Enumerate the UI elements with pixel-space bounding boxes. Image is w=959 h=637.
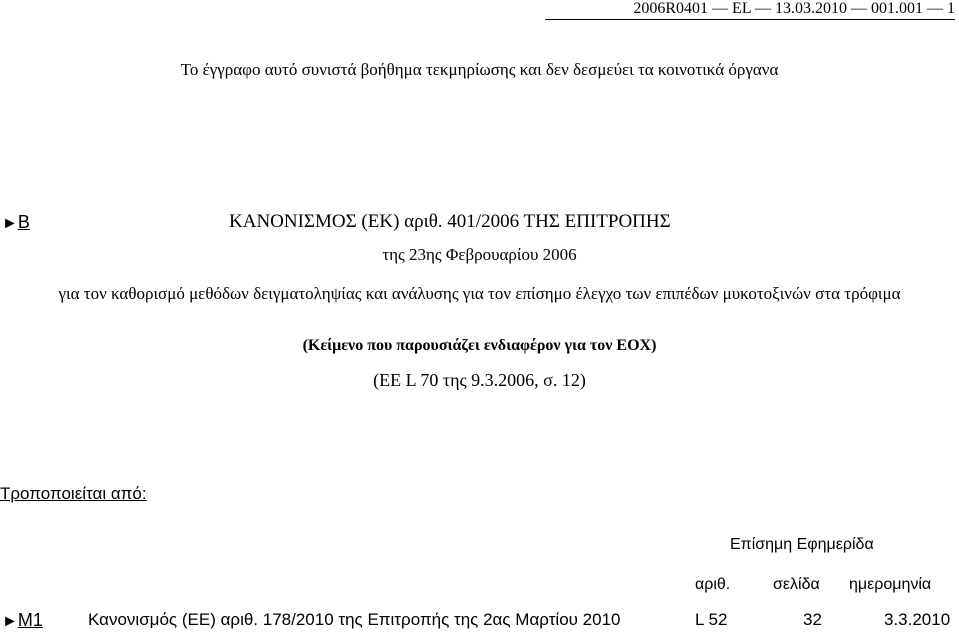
document-reference-header: 2006R0401 — EL — 13.03.2010 — 001.001 — 1: [545, 0, 955, 20]
column-header-page: σελίδα: [773, 576, 820, 593]
eea-relevance-note: (Κείμενο που παρουσιάζει ενδιαφέρον για τον ΕΟΧ): [302, 337, 657, 354]
disclaimer-text: Το έγγραφο αυτό συνιστά βοήθημα τεκμηρίωσης και δεν δεσμεύει τα κοινοτικά όργανα: [180, 60, 779, 79]
amendment-oj-page: 32: [803, 610, 822, 629]
amendment-code: M1: [17, 610, 43, 630]
regulation-title: ΚΑΝΟΝΙΣΜΟΣ (ΕΚ) αριθ. 401/2006 ΤΗΣ ΕΠΙΤΡΟΠΗΣ: [229, 211, 671, 232]
triangle-marker-icon: ►: [2, 613, 18, 630]
column-header-date: ημερομηνία: [849, 576, 932, 593]
amendment-description: Κανονισμός (ΕΕ) αριθ. 178/2010 της Επιτροπής της 2ας Μαρτίου 2010: [88, 610, 621, 629]
amendment-oj-date: 3.3.2010: [884, 610, 951, 629]
regulation-subject: για τον καθορισμό μεθόδων δειγματοληψίας και ανάλυσης για τον επίσημο έλεγχο των επιπέδων μυκοτοξινών στα τρόφιμα: [58, 284, 901, 303]
amendment-oj-number: L 52: [695, 610, 728, 629]
official-journal-reference: (ΕΕ L 70 της 9.3.2006, σ. 12): [373, 370, 586, 390]
base-act-marker[interactable]: [2, 212, 30, 233]
regulation-date: της 23ης Φεβρουαρίου 2006: [382, 245, 577, 264]
amended-by-heading: Τροποποιείται από:: [0, 484, 147, 503]
triangle-marker-icon: ►: [2, 215, 18, 232]
official-journal-column-heading: Επίσημη Εφημερίδα: [730, 536, 874, 553]
column-header-number: αριθ.: [695, 576, 731, 593]
base-act-code: B: [17, 212, 30, 232]
amendment-marker[interactable]: [2, 610, 43, 631]
